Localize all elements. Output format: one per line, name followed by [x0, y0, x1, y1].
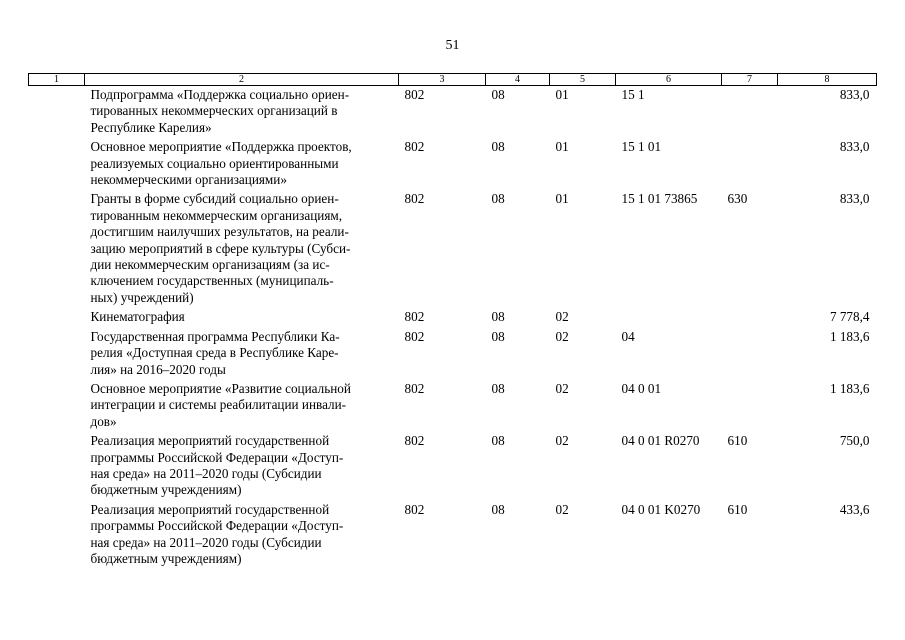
amount-cell: 433,6	[839, 501, 870, 517]
item-name-line: ных) учреждений)	[90, 289, 194, 305]
target-article-cell: 04	[621, 328, 635, 344]
row-number-cell	[29, 328, 85, 380]
item-name-line: дов»	[90, 413, 117, 429]
item-name-line: ная среда» на 2011–2020 годы (Субсидии	[90, 534, 322, 550]
row-number-cell	[29, 432, 85, 501]
ministry-code-cell: 802	[404, 87, 425, 102]
item-name-line: Основное мероприятие «Развитие социальной	[90, 380, 351, 396]
section-code-cell: 08	[491, 328, 505, 344]
section-code-cell: 08	[491, 87, 505, 102]
item-name-line: дии некоммерческим организациям (за ис-	[90, 257, 330, 273]
item-name-line: программы Российской Федерации «Доступ-	[90, 449, 344, 465]
item-name-line: программы Российской Федерации «Доступ-	[90, 518, 344, 534]
ministry-code-cell: 802	[404, 309, 425, 325]
expense-type-cell	[722, 380, 778, 432]
table-row	[29, 86, 877, 139]
section-code-cell: 08	[491, 309, 505, 325]
section-code-cell: 08	[491, 139, 505, 155]
item-name-line: некоммерческими организациями»	[90, 172, 287, 188]
column-number-row	[29, 74, 877, 86]
subsection-code-cell: 02	[555, 309, 569, 325]
target-article-cell: 04 0 01	[621, 380, 662, 396]
item-name-cell	[85, 501, 399, 570]
ministry-code-cell: 802	[404, 139, 425, 155]
expense-type-cell: 610	[727, 433, 748, 449]
budget-table	[28, 73, 877, 569]
item-name-line: реализуемых социально ориентированными	[90, 155, 339, 171]
column-header: 1	[29, 74, 85, 86]
item-name-line: Гранты в форме субсидий социально ориен-	[90, 191, 339, 207]
column-header: 3	[399, 74, 486, 86]
ministry-code-cell: 802	[404, 328, 425, 344]
item-name-line: релия «Доступная среда в Республике Каре-	[90, 345, 339, 361]
page-number: 51	[445, 38, 460, 53]
amount-cell: 1 183,6	[829, 328, 870, 344]
expense-type-cell: 610	[727, 501, 748, 517]
target-article-cell: 04 0 01 K0270	[621, 501, 701, 517]
target-article-cell: 15 1	[621, 87, 645, 102]
item-name-cell	[85, 432, 399, 501]
expense-type-cell	[722, 138, 778, 190]
item-name-line: Государственная программа Республики Ка-	[90, 328, 340, 344]
ministry-code-cell: 802	[404, 191, 425, 207]
column-header: 5	[550, 74, 616, 86]
subsection-code-cell: 02	[555, 328, 569, 344]
amount-cell: 7 778,4	[829, 309, 870, 325]
column-header: 4	[486, 74, 550, 86]
target-article-cell: 15 1 01 73865	[621, 191, 698, 207]
expense-type-cell	[722, 86, 778, 139]
item-name-line: Реализация мероприятий государственной	[90, 433, 330, 449]
subsection-code-cell: 01	[555, 139, 569, 155]
item-name-line: ная среда» на 2011–2020 годы (Субсидии	[90, 465, 322, 481]
table-row	[29, 328, 877, 380]
section-code-cell: 08	[491, 433, 505, 449]
column-header: 2	[85, 74, 399, 86]
table-row	[29, 138, 877, 190]
item-name-line: лия» на 2016–2020 годы	[90, 361, 226, 377]
item-name-line: достигшим наилучших результатов, на реали-	[90, 224, 349, 240]
row-number-cell	[29, 86, 85, 139]
item-name-cell	[85, 308, 399, 327]
item-name-line: Кинематография	[90, 309, 185, 325]
item-name-line: Реализация мероприятий государственной	[90, 501, 330, 517]
target-article-cell: 04 0 01 R0270	[621, 433, 700, 449]
target-article-cell	[616, 308, 722, 327]
target-article-cell: 15 1 01	[621, 139, 662, 155]
amount-cell: 750,0	[839, 433, 870, 449]
amount-cell: 833,0	[839, 191, 870, 207]
ministry-code-cell: 802	[404, 501, 425, 517]
item-name-cell	[85, 380, 399, 432]
amount-cell: 833,0	[839, 139, 870, 155]
subsection-code-cell: 01	[555, 87, 569, 102]
section-code-cell: 08	[491, 380, 505, 396]
column-header: 6	[616, 74, 722, 86]
table-row	[29, 380, 877, 432]
expense-type-cell: 630	[727, 191, 748, 207]
subsection-code-cell: 02	[555, 501, 569, 517]
item-name-line: Основное мероприятие «Поддержка проектов,	[90, 139, 352, 155]
item-name-line: бюджетным учреждениям)	[90, 482, 242, 498]
item-name-cell	[85, 328, 399, 380]
item-name-cell	[85, 86, 399, 139]
ministry-code-cell: 802	[404, 433, 425, 449]
table-row	[29, 501, 877, 570]
item-name-cell	[85, 190, 399, 308]
row-number-cell	[29, 138, 85, 190]
column-header: 7	[722, 74, 778, 86]
subsection-code-cell: 01	[555, 191, 569, 207]
item-name-line: ключением государственных (муниципаль-	[90, 273, 334, 289]
subsection-code-cell: 02	[555, 433, 569, 449]
column-header: 8	[778, 74, 877, 86]
table-row	[29, 432, 877, 501]
item-name-line: интеграции и системы реабилитации инвали-	[90, 397, 347, 413]
item-name-cell	[85, 138, 399, 190]
section-code-cell: 08	[491, 191, 505, 207]
row-number-cell	[29, 190, 85, 308]
row-number-cell	[29, 308, 85, 327]
row-number-cell	[29, 380, 85, 432]
item-name-line: Республике Карелия»	[90, 119, 212, 135]
amount-cell: 833,0	[839, 87, 870, 102]
item-name-line: зацию мероприятий в сфере культуры (Субси-	[90, 240, 351, 256]
section-code-cell: 08	[491, 501, 505, 517]
table-row	[29, 308, 877, 327]
table-body	[29, 86, 877, 570]
item-name-line: Подпрограмма «Поддержка социально ориен-	[90, 87, 350, 102]
item-name-line: тированным некоммерческим организациям,	[90, 207, 343, 223]
item-name-line: тированных некоммерческих организаций в	[90, 103, 338, 119]
ministry-code-cell: 802	[404, 380, 425, 396]
subsection-code-cell: 02	[555, 380, 569, 396]
row-number-cell	[29, 501, 85, 570]
expense-type-cell	[722, 308, 778, 327]
item-name-line: бюджетным учреждениям)	[90, 550, 242, 566]
table-row	[29, 190, 877, 308]
expense-type-cell	[722, 328, 778, 380]
amount-cell: 1 183,6	[829, 380, 870, 396]
